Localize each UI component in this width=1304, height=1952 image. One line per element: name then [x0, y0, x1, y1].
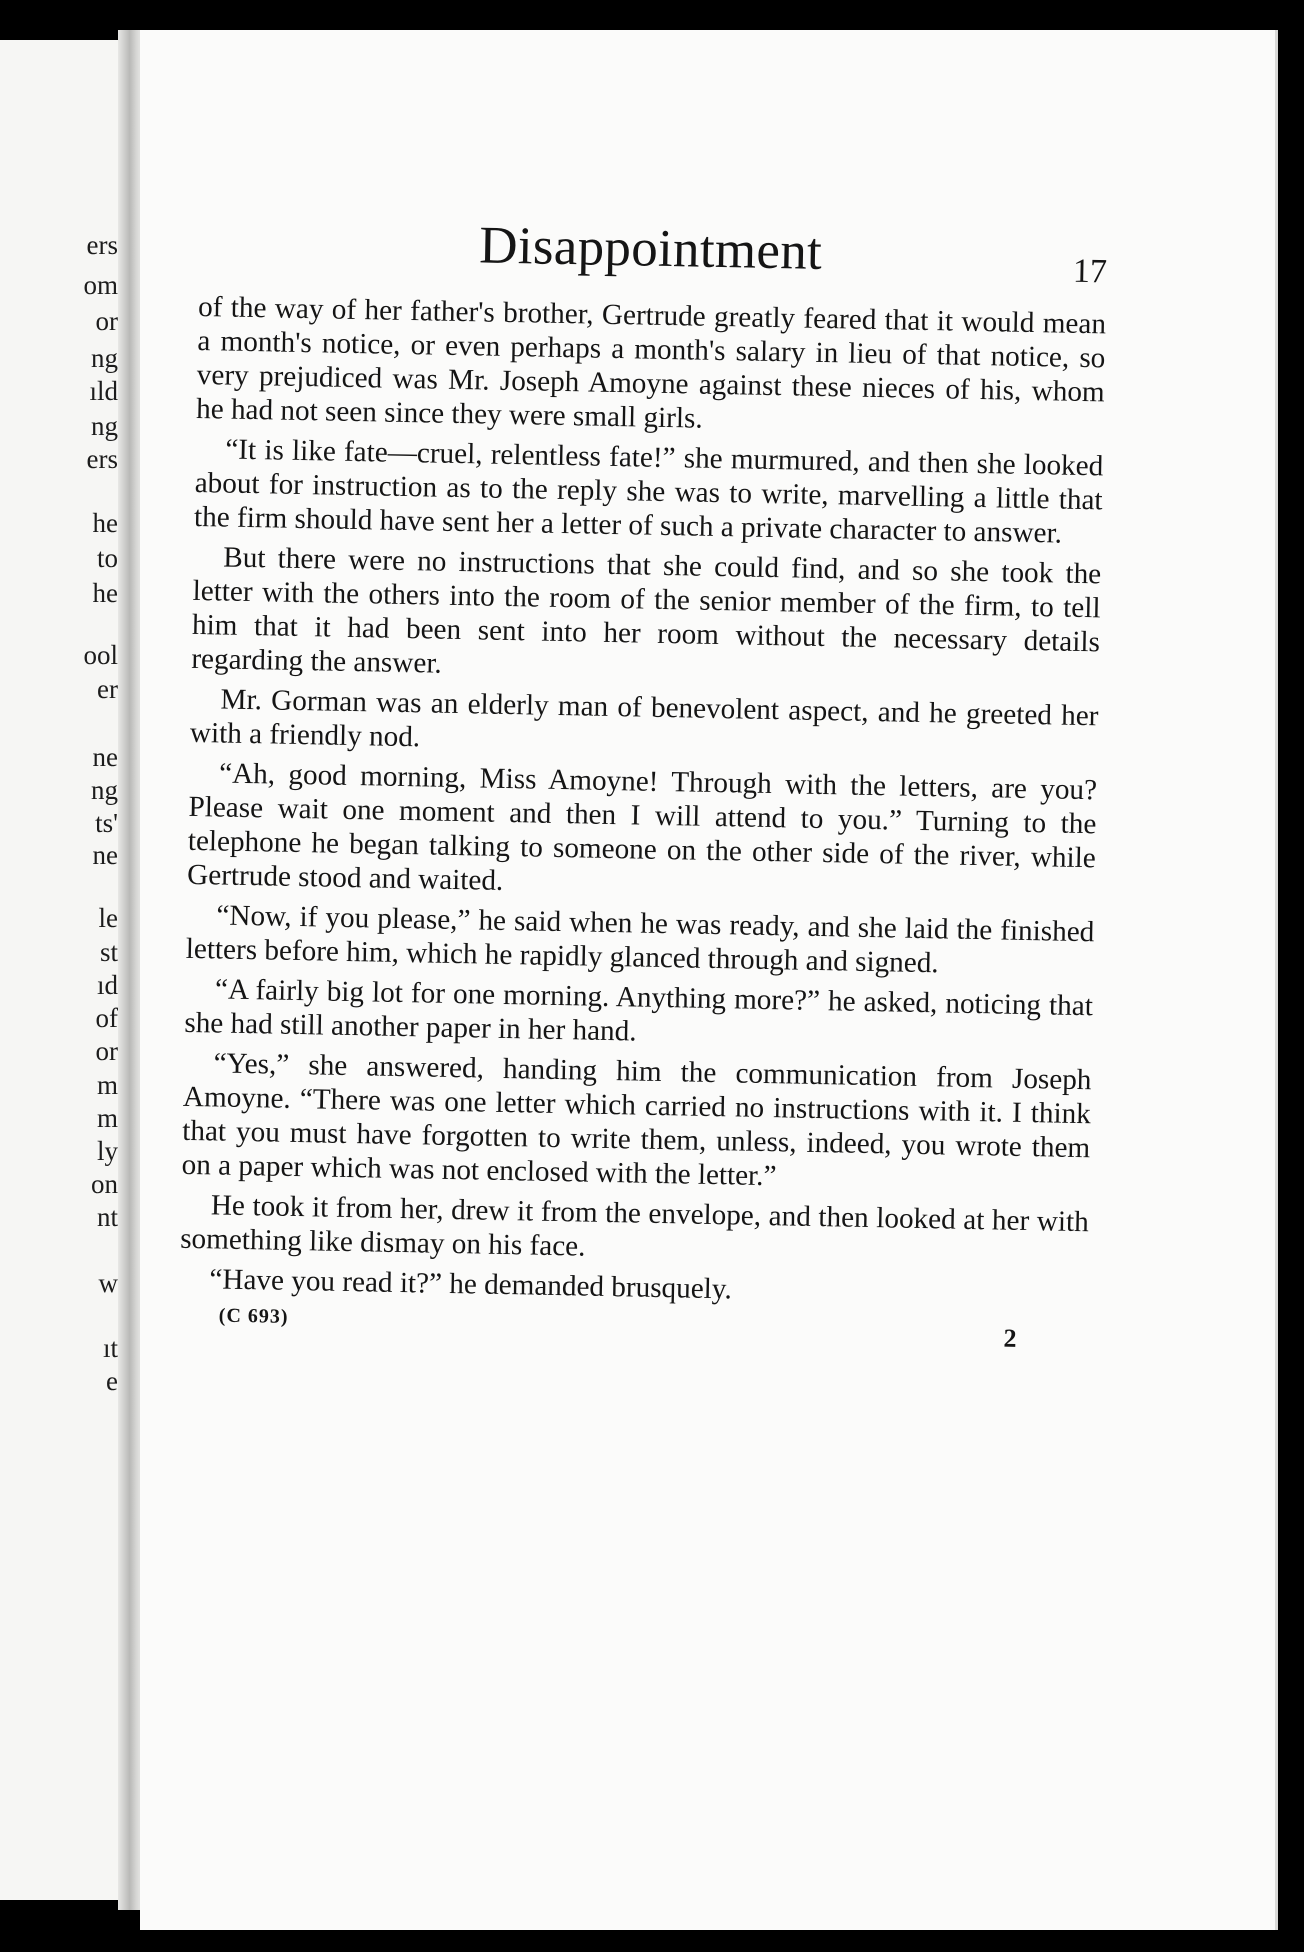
left-page-fragment: le	[98, 903, 118, 933]
left-page-edge	[0, 40, 128, 1900]
paragraph: “A fairly big lot for one morning. Anything more?” he asked, noticing that she had still another paper in her hand.	[184, 973, 1094, 1048]
left-page-fragment: to	[96, 543, 118, 573]
left-page-fragment: ıd	[96, 970, 118, 1000]
left-page-fragment: er	[97, 674, 118, 704]
left-page-fragment: ng	[91, 411, 118, 441]
left-page-fragment: ıt	[102, 1333, 118, 1363]
left-page-fragment: ts'	[95, 808, 118, 838]
left-page-fragment: ly	[96, 1136, 118, 1166]
left-page-fragment: he	[92, 578, 118, 608]
left-page-fragment: e	[106, 1366, 118, 1396]
sheet-number: 2	[1003, 1323, 1017, 1353]
left-page-fragment: m	[96, 1070, 118, 1100]
paragraph: “It is like fate—cruel, relentless fate!” she murmured, and then she looked about for instruction as to the reply she was to write, marvelling a little that the firm should have sent her a letter of such a private character to answer.	[193, 433, 1104, 550]
left-page-fragment: w	[98, 1268, 118, 1298]
left-page-fragment: ng	[91, 775, 118, 805]
paragraph: He took it from her, drew it from the envelope, and then looked at her with something like dismay on his face.	[179, 1189, 1090, 1263]
left-page-fragment: ıld	[89, 376, 118, 406]
left-page-fragment: or	[95, 306, 118, 336]
right-page	[140, 30, 1278, 1930]
left-page-fragment: of	[95, 1003, 118, 1033]
left-page-fragment: ool	[83, 640, 118, 670]
paragraph: “Now, if you please,” he said when he was ready, and she laid the finished letters before him, which he rapidly glanced through and signed.	[185, 899, 1095, 980]
page-number: 17	[1072, 252, 1108, 291]
chapter-title: Disappointment	[478, 216, 823, 281]
paragraph: “Have you read it?” he demanded brusquely.	[209, 1263, 733, 1306]
paragraph: “Ah, good morning, Miss Amoyne! Through with the letters, are you? Please wait one moment and then I will attend to you.” Turning to the telephone he began talking to someone on the other side of the river, while Gertrude stood and waited.	[186, 757, 1098, 897]
paragraph: Mr. Gorman was an elderly man of benevolent aspect, and he greeted her with a friendly nod.	[189, 683, 1099, 754]
left-page-fragment: on	[91, 1169, 118, 1199]
left-page-fragment: he	[92, 508, 118, 538]
paragraph: But there were no instructions that she could find, and so she took the letter with the others into the room of the senior member of the firm, to tell him that it had been sent into her room without the necessary details regarding the answer.	[191, 541, 1102, 680]
left-page-fragment: ne	[92, 840, 118, 870]
left-page-fragment: om	[83, 270, 118, 300]
left-page-fragment: ne	[92, 742, 118, 772]
left-page-fragment: nt	[96, 1202, 118, 1232]
paragraph: of the way of her father's brother, Gertrude greatly feared that it would mean a month's notice, or even perhaps a month's salary in lieu of that notice, so very prejudiced was Mr. Joseph Amoyne against these nieces of his, whom he had not seen since they were small girls.	[195, 290, 1107, 435]
printer-signature-mark: (C 693)	[218, 1304, 289, 1328]
left-page-fragment: or	[95, 1036, 118, 1066]
left-page-fragment: ng	[91, 343, 118, 373]
left-page-fragment: ers	[86, 444, 118, 474]
left-page-fragment: m	[96, 1103, 118, 1133]
page-text-block	[178, 210, 1108, 1359]
paragraph: “Yes,” she answered, handing him the communication from Joseph Amoyne. “There was one letter which carried no instructions with it. I think that you must have forgotten to write them, unless, indeed, you wrote them on a paper which was not enclosed with the letter.”	[181, 1047, 1092, 1193]
left-page-fragment: ers	[86, 230, 118, 260]
left-page-fragment: st	[99, 937, 118, 967]
